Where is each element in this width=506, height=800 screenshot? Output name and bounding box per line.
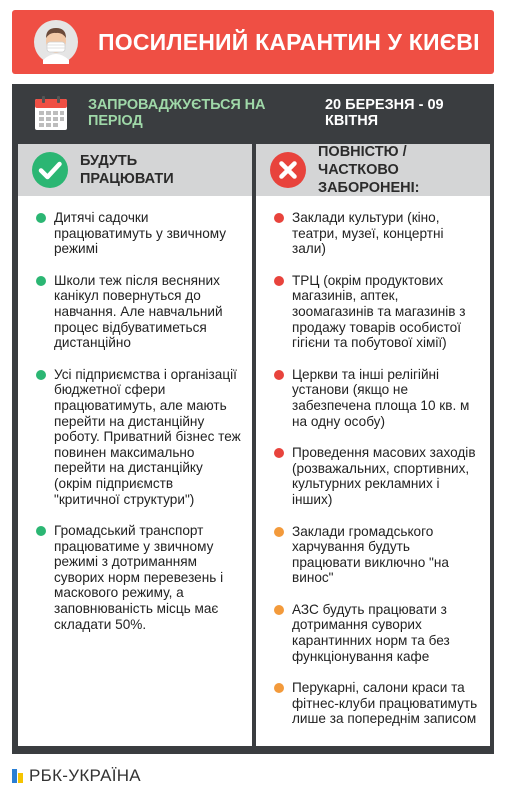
checkmark-icon [32,152,68,188]
banned-title-line1: ПОВНІСТЮ / ЧАСТКОВО [318,144,407,178]
calendar-icon [34,95,68,131]
list-item-text: Дитячі садочки працюватимуть у звичному режимі [54,210,227,257]
list-item [36,210,242,257]
period-row [12,84,494,142]
list-item-text: Громадський транспорт працюватиме у звичному режимі з дотриманням суворих норм перевезень і маскового режиму, а заповнюваність місць має складати 50%. [54,523,224,632]
banned-column-title [318,143,490,197]
banned-list [256,196,490,727]
footer-brand: РБК-УКРАЇНА [29,766,141,785]
list-item [274,367,480,429]
banned-column [256,144,490,746]
list-item [274,273,480,351]
masked-person-icon [34,20,78,64]
bullet-dot [274,370,284,380]
allowed-column [18,144,252,746]
banned-column-header [256,144,490,196]
period-dates: 20 БЕРЕЗНЯ - 09 КВІТНЯ [324,97,444,129]
list-item [274,524,480,586]
list-item-text: АЗС будуть працювати з дотримання суворих карантинних норм та без функціонування кафе [292,601,450,664]
allowed-list [18,196,252,632]
list-item [274,602,480,664]
bullet-dot [36,213,46,223]
list-item-text: Школи теж після весняних канікул повернуться до навчання. Але навчальний процес відбуватиметься дистанційно [54,272,223,351]
list-item [274,445,480,507]
bullet-dot [274,527,284,537]
banned-title-line2: ЗАБОРОНЕНІ: [318,180,420,196]
allowed-title-line1: БУДУТЬ [80,153,138,169]
list-item-text: Проведення масових заходів (розважальних, спортивних, культурних рекламних і інших) [292,445,476,507]
rbc-logo-icon [12,769,24,783]
list-item [36,367,242,507]
list-item-text: Заклади громадського харчування будуть працювати виключно "на винос" [292,523,449,586]
list-item [274,680,480,727]
list-item [274,210,480,257]
bullet-dot [274,213,284,223]
list-item-text: ТРЦ (окрім продуктових магазинів, аптек, зоомагазинів та магазинів з продажу товарів особистої гігієни та побутової хімії) [292,272,466,351]
bullet-dot [274,448,284,458]
allowed-column-header [18,144,252,196]
cross-icon [270,152,306,188]
allowed-title-line2: ПРАЦЮВАТИ [80,171,174,187]
list-item-text: Усі підприємства і організації бюджетної сфери працюватимуть, але мають перейти на дистанційну роботу. Приватний бізнес теж повинен максимально перейти на дистанційку (окрім підприємств "критичної структури") [54,366,241,507]
list-item-text: Перукарні, салони краси та фітнес-клуби працюватимуть лише за попереднім записом [292,680,478,727]
list-item [36,523,242,632]
period-label: ЗАПРОВАДЖУЄТЬСЯ НА ПЕРІОД [88,97,266,129]
bullet-dot [274,605,284,615]
title-banner [12,10,494,74]
bullet-dot [36,526,46,536]
page-title: ПОСИЛЕНИЙ КАРАНТИН У КИЄВІ [98,28,480,55]
list-item-text: Церкви та інші релігійні установи (якщо не забезпечена площа 10 кв. м на одну особу) [292,366,470,429]
bullet-dot [36,370,46,380]
list-item-text: Заклади культури (кіно, театри, музеї, концертні зали) [292,210,444,257]
bullet-dot [36,276,46,286]
bullet-dot [274,276,284,286]
content-frame [12,84,494,754]
list-item [36,273,242,351]
allowed-column-title [80,152,174,188]
bullet-dot [274,683,284,693]
footer [12,766,141,786]
